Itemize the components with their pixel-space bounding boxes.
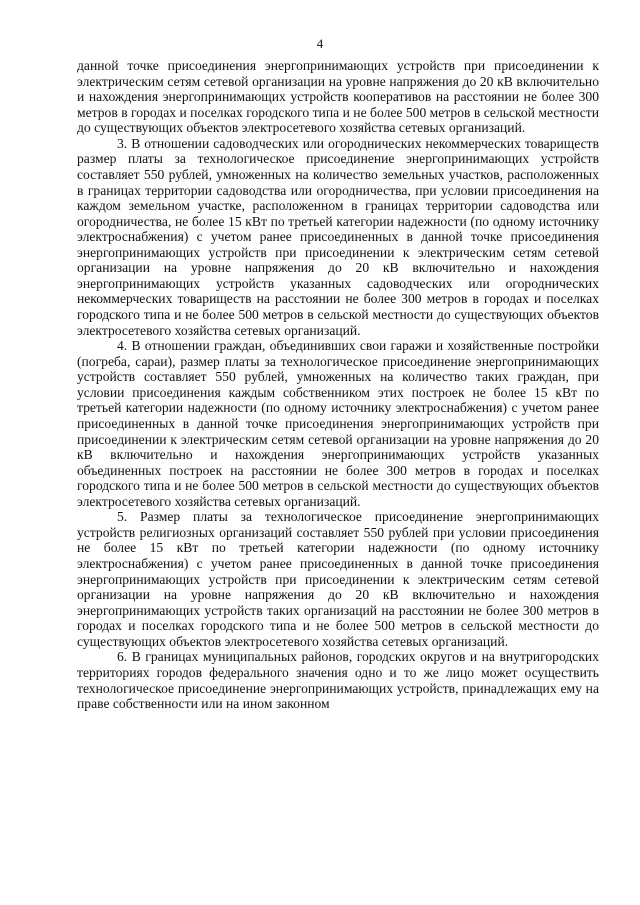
document-body	[77, 58, 599, 712]
paragraph-item-5: 5. Размер платы за технологическое присоединение энергопринимающих устройств религиозных организаций составляет 550 рублей при условии присоединения не более 15 кВт по третьей категории надежности (по одному источнику электроснабжения) с учетом ранее присоединенных в данной точке присоединения энергопринимающих устройств при присоединении к электрическим сетям сетевой организации на уровне напряжения до 20 кВ включительно и нахождения энергопринимающих устройств таких организаций на расстоянии не более 300 метров в городах и поселках городского типа и не более 500 метров в сельской местности до существующих объектов электросетевого хозяйства сетевых организаций.	[77, 509, 599, 649]
paragraph-item-4: 4. В отношении граждан, объединивших свои гаражи и хозяйственные постройки (погреба, сараи), размер платы за технологическое присоединение энергопринимающих устройств составляет 550 рублей, умноженных на количество таких граждан, при условии присоединения каждым собственником этих построек не более 15 кВт по третьей категории надежности (по одному источнику электроснабжения) с учетом ранее присоединенных в данной точке присоединения энергопринимающих устройств при присоединении к электрическим сетям сетевой организации на уровне напряжения до 20 кВ включительно и нахождения энергопринимающих устройств указанных объединенных построек на расстоянии не более 300 метров в городах и поселках городского типа и не более 500 метров в сельской местности до существующих объектов электросетевого хозяйства сетевых организаций.	[77, 338, 599, 509]
page-number: 4	[316, 36, 324, 51]
paragraph-item-6: 6. В границах муниципальных районов, городских округов и на внутригородских территориях городов федерального значения одно и то же лицо может осуществить технологическое присоединение энергопринимающих устройств, принадлежащих ему на праве собственности или на ином законном	[77, 649, 599, 712]
paragraph-continuation: данной точке присоединения энергопринимающих устройств при присоединении к электрическим сетям сетевой организации на уровне напряжения до 20 кВ включительно и нахождения энергопринимающих устройств кооперативов на расстоянии не более 300 метров в городах и поселках городского типа и не более 500 метров в сельской местности до существующих объектов электросетевого хозяйства сетевых организаций.	[77, 58, 599, 136]
paragraph-item-3: 3. В отношении садоводческих или огороднических некоммерческих товариществ размер платы за технологическое присоединение энергопринимающих устройств составляет 550 рублей, умноженных на количество земельных участков, расположенных в границах территории садоводства или огородничества, при условии присоединения на каждом земельном участке, расположенном в границах территории садоводства или огородничества, не более 15 кВт по третьей категории надежности (по одному источнику электроснабжения) с учетом ранее присоединенных в данной точке присоединения энергопринимающих устройств при присоединении к электрическим сетям сетевой организации на уровне напряжения до 20 кВ включительно и нахождения энергопринимающих устройств указанных садоводческих или огороднических некоммерческих товариществ на расстоянии не более 300 метров в городах и поселках городского типа и не более 500 метров в сельской местности до существующих объектов электросетевого хозяйства сетевых организаций.	[77, 135, 599, 338]
